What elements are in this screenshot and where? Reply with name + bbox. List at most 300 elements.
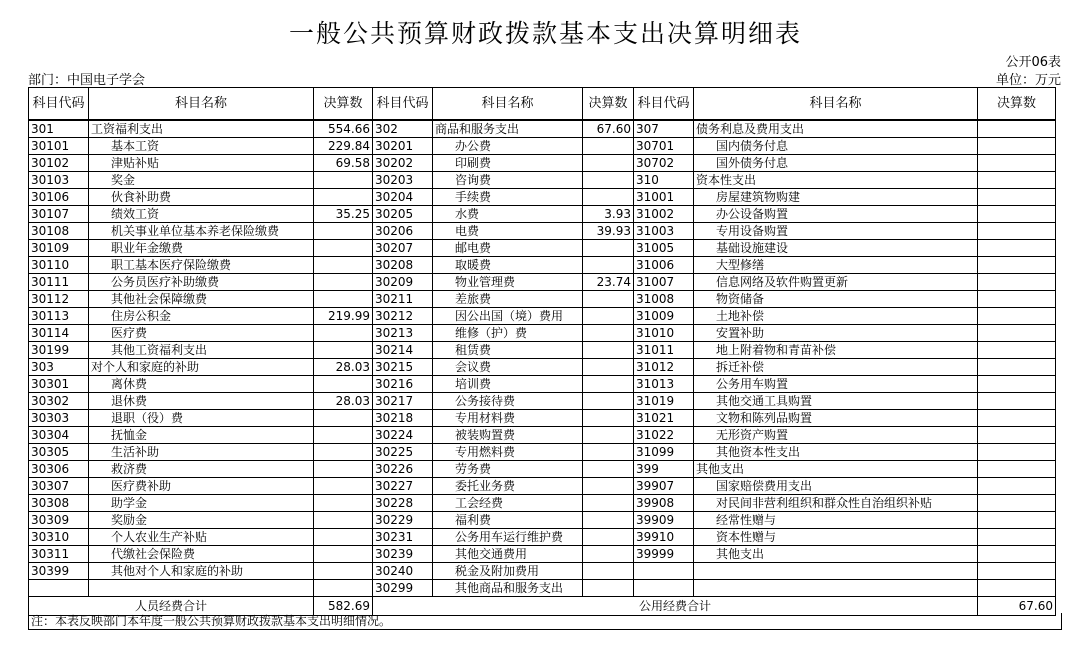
code-cell: 30299	[373, 580, 433, 597]
code-cell: 39908	[634, 495, 694, 512]
name-cell: 无形资产购置	[694, 427, 978, 444]
name-cell: 国家赔偿费用支出	[694, 478, 978, 495]
code-cell: 30102	[29, 155, 89, 172]
code-cell: 30301	[29, 376, 89, 393]
name-cell: 退职（役）费	[89, 410, 314, 427]
name-cell: 伙食补助费	[89, 189, 314, 206]
amount-cell: 39.93	[583, 223, 634, 240]
amount-cell	[314, 512, 373, 529]
amount-cell	[314, 189, 373, 206]
amount-cell	[978, 189, 1056, 206]
code-cell: 39910	[634, 529, 694, 546]
table-row	[29, 240, 1056, 257]
page-title: 一般公共预算财政拨款基本支出决算明细表	[288, 19, 802, 48]
table-row	[29, 120, 1056, 138]
name-cell: 电费	[433, 223, 583, 240]
header-code-2: 科目代码	[373, 88, 433, 121]
name-cell: 奖金	[89, 172, 314, 189]
header-code-1: 科目代码	[29, 88, 89, 121]
amount-cell	[978, 444, 1056, 461]
code-cell: 30215	[373, 359, 433, 376]
amount-cell	[978, 308, 1056, 325]
table-header-row	[29, 88, 1056, 121]
code-cell: 30204	[373, 189, 433, 206]
table-row	[29, 410, 1056, 427]
code-cell: 30240	[373, 563, 433, 580]
code-cell: 30231	[373, 529, 433, 546]
code-cell: 31022	[634, 427, 694, 444]
header-amount-3: 决算数	[978, 88, 1056, 121]
table-row	[29, 563, 1056, 580]
footnote: 注：本表反映部门本年度一般公共预算财政拨款基本支出明细情况。	[28, 613, 1062, 630]
table-row	[29, 495, 1056, 512]
table-row	[29, 291, 1056, 308]
amount-cell: 229.84	[314, 138, 373, 155]
amount-cell	[978, 206, 1056, 223]
code-cell: 30202	[373, 155, 433, 172]
code-cell: 30209	[373, 274, 433, 291]
name-cell: 商品和服务支出	[433, 120, 583, 138]
name-cell: 其他资本性支出	[694, 444, 978, 461]
code-cell: 30306	[29, 461, 89, 478]
name-cell: 公务员医疗补助缴费	[89, 274, 314, 291]
code-cell: 30111	[29, 274, 89, 291]
name-cell: 个人农业生产补贴	[89, 529, 314, 546]
table-row	[29, 359, 1056, 376]
name-cell: 职业年金缴费	[89, 240, 314, 257]
amount-cell	[314, 342, 373, 359]
amount-cell	[583, 342, 634, 359]
amount-cell: 554.66	[314, 120, 373, 138]
code-cell: 31006	[634, 257, 694, 274]
amount-cell	[583, 189, 634, 206]
name-cell: 资本性支出	[694, 172, 978, 189]
name-cell: 资本性赠与	[694, 529, 978, 546]
code-cell: 30302	[29, 393, 89, 410]
amount-cell	[978, 223, 1056, 240]
amount-cell	[978, 120, 1056, 138]
code-cell: 30309	[29, 512, 89, 529]
personnel-total-label: 人员经费合计	[29, 597, 314, 616]
name-cell: 其他支出	[694, 546, 978, 563]
amount-cell	[583, 563, 634, 580]
name-cell: 印刷费	[433, 155, 583, 172]
code-cell: 30212	[373, 308, 433, 325]
code-cell: 39999	[634, 546, 694, 563]
code-cell: 31007	[634, 274, 694, 291]
table-row	[29, 325, 1056, 342]
amount-cell	[978, 172, 1056, 189]
code-cell: 30701	[634, 138, 694, 155]
amount-cell	[314, 257, 373, 274]
name-cell: 信息网络及软件购置更新	[694, 274, 978, 291]
name-cell: 拆迁补偿	[694, 359, 978, 376]
code-cell: 31003	[634, 223, 694, 240]
table-row	[29, 206, 1056, 223]
amount-cell: 69.58	[314, 155, 373, 172]
code-cell: 30113	[29, 308, 89, 325]
amount-cell	[314, 495, 373, 512]
table-row	[29, 529, 1056, 546]
amount-cell	[583, 427, 634, 444]
name-cell: 大型修缮	[694, 257, 978, 274]
amount-cell	[978, 359, 1056, 376]
code-cell: 30106	[29, 189, 89, 206]
code-cell: 30211	[373, 291, 433, 308]
amount-cell	[583, 512, 634, 529]
header-name-2: 科目名称	[433, 88, 583, 121]
name-cell: 机关事业单位基本养老保险缴费	[89, 223, 314, 240]
amount-cell	[978, 461, 1056, 478]
amount-cell	[314, 240, 373, 257]
name-cell: 税金及附加费用	[433, 563, 583, 580]
code-cell: 30201	[373, 138, 433, 155]
amount-cell	[978, 138, 1056, 155]
table-row	[29, 138, 1056, 155]
amount-cell	[978, 478, 1056, 495]
amount-cell	[978, 580, 1056, 597]
name-cell: 文物和陈列品购置	[694, 410, 978, 427]
table-row	[29, 512, 1056, 529]
name-cell: 物业管理费	[433, 274, 583, 291]
amount-cell	[583, 155, 634, 172]
code-cell: 30227	[373, 478, 433, 495]
name-cell: 国内债务付息	[694, 138, 978, 155]
code-cell: 30207	[373, 240, 433, 257]
name-cell: 办公设备购置	[694, 206, 978, 223]
name-cell: 专用设备购置	[694, 223, 978, 240]
table-row	[29, 376, 1056, 393]
code-cell: 30199	[29, 342, 89, 359]
amount-cell: 67.60	[583, 120, 634, 138]
amount-cell	[978, 410, 1056, 427]
amount-cell	[314, 563, 373, 580]
name-cell	[694, 563, 978, 580]
code-cell: 31002	[634, 206, 694, 223]
name-cell: 绩效工资	[89, 206, 314, 223]
name-cell: 取暖费	[433, 257, 583, 274]
table-row	[29, 308, 1056, 325]
department-label: 部门：中国电子学会	[28, 73, 146, 88]
code-cell: 31005	[634, 240, 694, 257]
code-cell: 31021	[634, 410, 694, 427]
name-cell: 办公费	[433, 138, 583, 155]
code-cell: 31019	[634, 393, 694, 410]
table-body	[29, 120, 1056, 597]
amount-cell: 28.03	[314, 359, 373, 376]
code-cell: 30310	[29, 529, 89, 546]
amount-cell	[583, 461, 634, 478]
code-cell: 39909	[634, 512, 694, 529]
name-cell: 职工基本医疗保险缴费	[89, 257, 314, 274]
amount-cell	[583, 478, 634, 495]
amount-cell	[583, 257, 634, 274]
code-cell: 30103	[29, 172, 89, 189]
name-cell: 福利费	[433, 512, 583, 529]
public-total-value: 67.60	[978, 597, 1056, 616]
name-cell: 基础设施建设	[694, 240, 978, 257]
code-cell: 30216	[373, 376, 433, 393]
amount-cell	[583, 376, 634, 393]
name-cell: 生活补助	[89, 444, 314, 461]
amount-cell	[314, 376, 373, 393]
table-row	[29, 155, 1056, 172]
name-cell: 公务接待费	[433, 393, 583, 410]
code-cell: 30226	[373, 461, 433, 478]
name-cell: 公务用车运行维护费	[433, 529, 583, 546]
amount-cell	[314, 291, 373, 308]
code-cell: 30307	[29, 478, 89, 495]
code-cell: 31001	[634, 189, 694, 206]
code-cell: 30239	[373, 546, 433, 563]
name-cell: 工会经费	[433, 495, 583, 512]
code-cell: 31008	[634, 291, 694, 308]
name-cell: 其他社会保障缴费	[89, 291, 314, 308]
table-row	[29, 189, 1056, 206]
name-cell: 医疗费	[89, 325, 314, 342]
name-cell: 其他商品和服务支出	[433, 580, 583, 597]
header-name-3: 科目名称	[694, 88, 978, 121]
amount-cell	[314, 274, 373, 291]
amount-cell	[978, 529, 1056, 546]
amount-cell	[314, 427, 373, 444]
name-cell: 咨询费	[433, 172, 583, 189]
name-cell	[694, 580, 978, 597]
code-cell: 30304	[29, 427, 89, 444]
name-cell: 医疗费补助	[89, 478, 314, 495]
table-row	[29, 342, 1056, 359]
amount-cell	[978, 291, 1056, 308]
name-cell: 代缴社会保险费	[89, 546, 314, 563]
name-cell: 其他工资福利支出	[89, 342, 314, 359]
amount-cell	[583, 240, 634, 257]
amount-cell	[314, 478, 373, 495]
code-cell: 30208	[373, 257, 433, 274]
table-row	[29, 393, 1056, 410]
header-name-1: 科目名称	[89, 88, 314, 121]
code-cell: 39907	[634, 478, 694, 495]
amount-cell: 23.74	[583, 274, 634, 291]
name-cell: 救济费	[89, 461, 314, 478]
amount-cell	[978, 257, 1056, 274]
amount-cell	[314, 580, 373, 597]
amount-cell	[314, 410, 373, 427]
amount-cell: 28.03	[314, 393, 373, 410]
amount-cell	[314, 461, 373, 478]
code-cell: 31009	[634, 308, 694, 325]
code-cell: 30206	[373, 223, 433, 240]
name-cell: 专用燃料费	[433, 444, 583, 461]
code-cell: 30224	[373, 427, 433, 444]
code-cell: 399	[634, 461, 694, 478]
name-cell: 其他交通工具购置	[694, 393, 978, 410]
name-cell: 物资储备	[694, 291, 978, 308]
name-cell: 其他交通费用	[433, 546, 583, 563]
table-row	[29, 546, 1056, 563]
amount-cell	[583, 410, 634, 427]
code-cell: 30217	[373, 393, 433, 410]
amount-cell	[978, 427, 1056, 444]
name-cell: 差旅费	[433, 291, 583, 308]
code-cell: 30311	[29, 546, 89, 563]
name-cell: 债务利息及费用支出	[694, 120, 978, 138]
amount-cell	[583, 172, 634, 189]
amount-cell	[978, 512, 1056, 529]
table-row	[29, 274, 1056, 291]
amount-cell	[314, 546, 373, 563]
name-cell: 培训费	[433, 376, 583, 393]
unit-label: 单位：万元	[995, 73, 1061, 88]
name-cell: 租赁费	[433, 342, 583, 359]
amount-cell	[583, 138, 634, 155]
amount-cell	[583, 444, 634, 461]
amount-cell	[978, 546, 1056, 563]
amount-cell: 35.25	[314, 206, 373, 223]
name-cell: 安置补助	[694, 325, 978, 342]
code-cell: 30110	[29, 257, 89, 274]
name-cell: 公务用车购置	[694, 376, 978, 393]
personnel-total-value: 582.69	[314, 597, 373, 616]
code-cell: 30305	[29, 444, 89, 461]
code-cell: 31099	[634, 444, 694, 461]
name-cell	[89, 580, 314, 597]
amount-cell	[314, 325, 373, 342]
name-cell: 其他支出	[694, 461, 978, 478]
name-cell: 维修（护）费	[433, 325, 583, 342]
amount-cell	[583, 580, 634, 597]
header-amount-2: 决算数	[583, 88, 634, 121]
code-cell: 302	[373, 120, 433, 138]
name-cell: 抚恤金	[89, 427, 314, 444]
amount-cell	[583, 393, 634, 410]
name-cell: 助学金	[89, 495, 314, 512]
name-cell: 对民间非营利组织和群众性自治组织补贴	[694, 495, 978, 512]
amount-cell	[583, 546, 634, 563]
table-row	[29, 172, 1056, 189]
name-cell: 地上附着物和青苗补偿	[694, 342, 978, 359]
code-cell: 30308	[29, 495, 89, 512]
table-row	[29, 478, 1056, 495]
code-cell: 30108	[29, 223, 89, 240]
name-cell: 专用材料费	[433, 410, 583, 427]
code-cell: 30213	[373, 325, 433, 342]
code-cell: 30205	[373, 206, 433, 223]
name-cell: 对个人和家庭的补助	[89, 359, 314, 376]
code-cell: 30101	[29, 138, 89, 155]
name-cell: 会议费	[433, 359, 583, 376]
amount-cell	[314, 444, 373, 461]
amount-cell	[583, 325, 634, 342]
name-cell: 离休费	[89, 376, 314, 393]
code-cell: 31010	[634, 325, 694, 342]
table-row	[29, 427, 1056, 444]
name-cell: 委托业务费	[433, 478, 583, 495]
amount-cell	[978, 325, 1056, 342]
code-cell: 31013	[634, 376, 694, 393]
amount-cell	[978, 155, 1056, 172]
name-cell: 土地补偿	[694, 308, 978, 325]
code-cell: 30218	[373, 410, 433, 427]
code-cell: 30214	[373, 342, 433, 359]
name-cell: 邮电费	[433, 240, 583, 257]
code-cell: 30107	[29, 206, 89, 223]
code-cell: 30229	[373, 512, 433, 529]
amount-cell	[978, 563, 1056, 580]
name-cell: 基本工资	[89, 138, 314, 155]
name-cell: 水费	[433, 206, 583, 223]
amount-cell	[583, 308, 634, 325]
amount-cell	[314, 172, 373, 189]
name-cell: 国外债务付息	[694, 155, 978, 172]
name-cell: 津贴补贴	[89, 155, 314, 172]
amount-cell: 3.93	[583, 206, 634, 223]
code-cell: 30399	[29, 563, 89, 580]
table-row	[29, 257, 1056, 274]
code-cell: 31011	[634, 342, 694, 359]
amount-cell	[978, 240, 1056, 257]
amount-cell	[583, 529, 634, 546]
amount-cell	[583, 291, 634, 308]
name-cell: 被装购置费	[433, 427, 583, 444]
code-cell: 30203	[373, 172, 433, 189]
name-cell: 住房公积金	[89, 308, 314, 325]
header-code-3: 科目代码	[634, 88, 694, 121]
name-cell: 退休费	[89, 393, 314, 410]
amount-cell	[314, 529, 373, 546]
name-cell: 其他对个人和家庭的补助	[89, 563, 314, 580]
amount-cell	[978, 274, 1056, 291]
amount-cell	[978, 342, 1056, 359]
code-cell: 303	[29, 359, 89, 376]
name-cell: 工资福利支出	[89, 120, 314, 138]
code-cell	[29, 580, 89, 597]
code-cell: 31012	[634, 359, 694, 376]
amount-cell	[978, 376, 1056, 393]
form-number: 公开06表	[1005, 55, 1061, 70]
amount-cell	[978, 393, 1056, 410]
amount-cell	[978, 495, 1056, 512]
name-cell: 劳务费	[433, 461, 583, 478]
code-cell: 30702	[634, 155, 694, 172]
name-cell: 经常性赠与	[694, 512, 978, 529]
table-row	[29, 461, 1056, 478]
amount-cell	[314, 223, 373, 240]
name-cell: 手续费	[433, 189, 583, 206]
code-cell	[634, 580, 694, 597]
name-cell: 房屋建筑物购建	[694, 189, 978, 206]
code-cell: 301	[29, 120, 89, 138]
code-cell: 30114	[29, 325, 89, 342]
code-cell: 30109	[29, 240, 89, 257]
code-cell: 30225	[373, 444, 433, 461]
code-cell	[634, 563, 694, 580]
header-amount-1: 决算数	[314, 88, 373, 121]
code-cell: 310	[634, 172, 694, 189]
amount-cell	[583, 495, 634, 512]
code-cell: 30228	[373, 495, 433, 512]
table-row	[29, 223, 1056, 240]
name-cell: 因公出国（境）费用	[433, 308, 583, 325]
table-row	[29, 444, 1056, 461]
public-total-label: 公用经费合计	[373, 597, 978, 616]
amount-cell	[583, 359, 634, 376]
code-cell: 307	[634, 120, 694, 138]
code-cell: 30303	[29, 410, 89, 427]
expenditure-table	[28, 87, 1056, 616]
code-cell: 30112	[29, 291, 89, 308]
amount-cell: 219.99	[314, 308, 373, 325]
name-cell: 奖励金	[89, 512, 314, 529]
